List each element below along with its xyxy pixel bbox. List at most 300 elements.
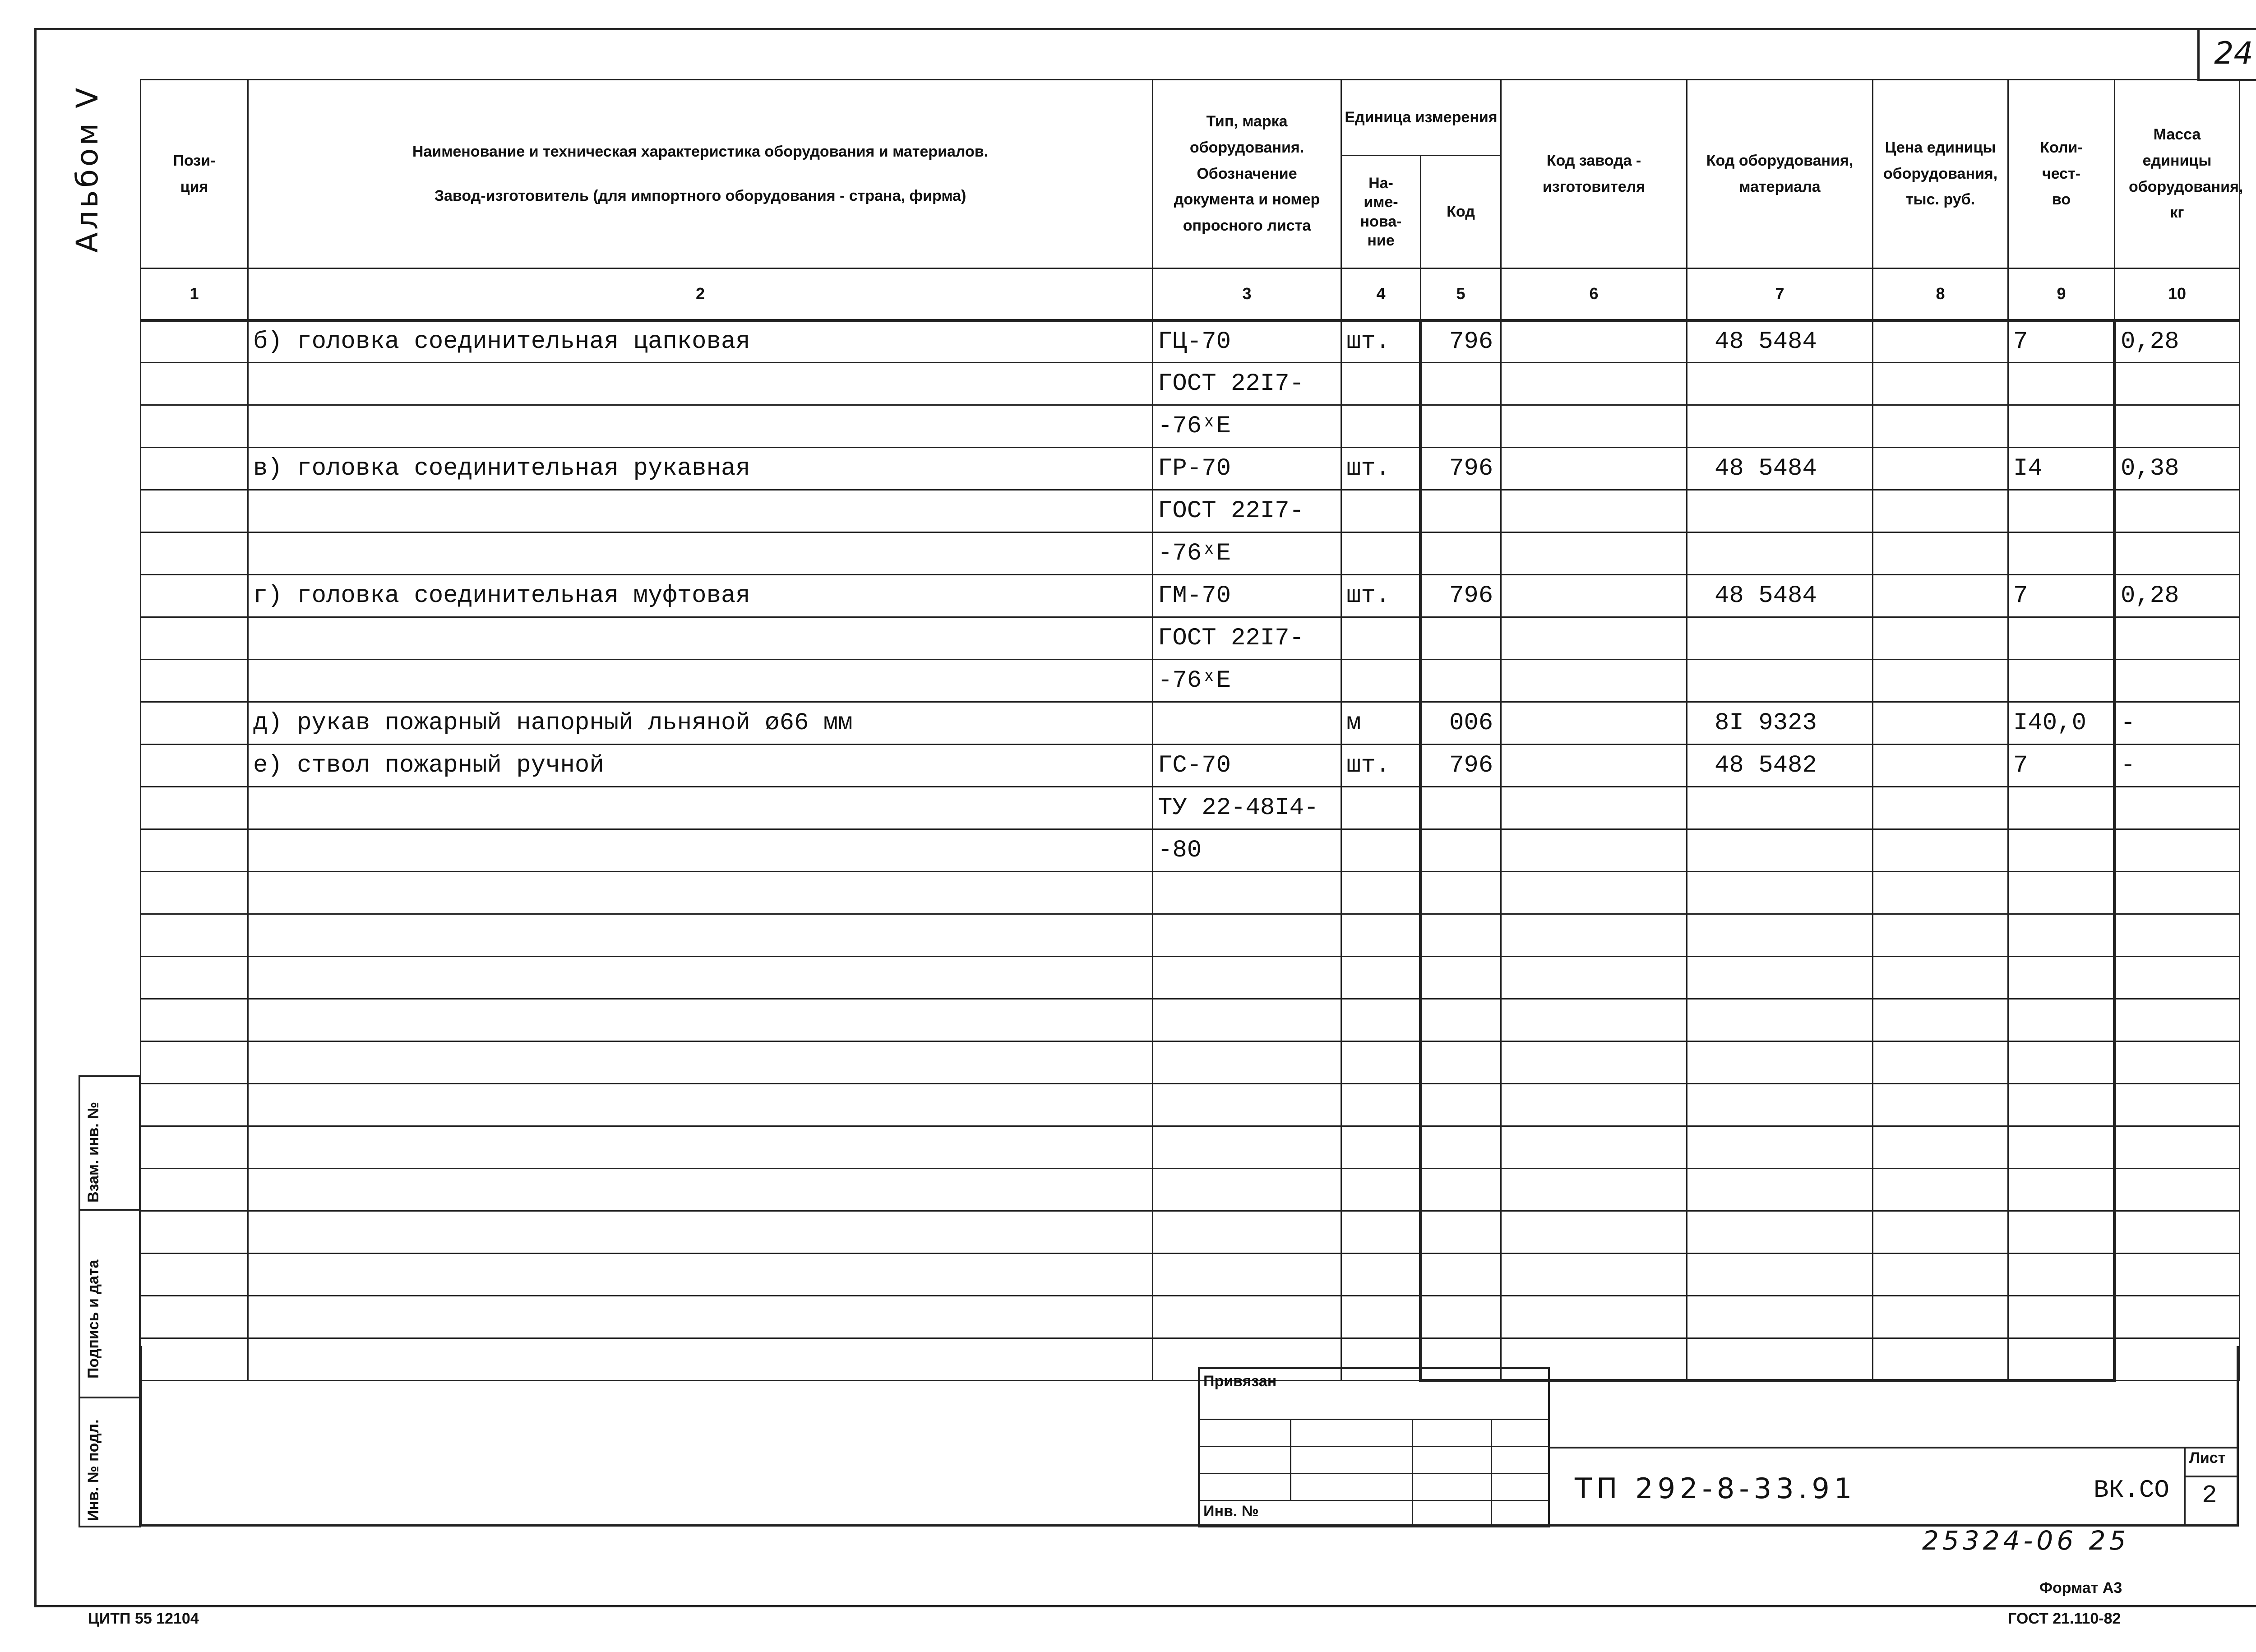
table-cell-col-8 — [1873, 1041, 2008, 1084]
table-row — [141, 405, 2240, 448]
table-cell-col-10 — [2115, 1211, 2240, 1254]
table-cell-col-10 — [2115, 872, 2240, 914]
table-cell-col-5 — [1421, 787, 1501, 829]
table-row — [141, 914, 2240, 957]
table-cell-col-2 — [248, 532, 1153, 575]
table-cell-col-1 — [141, 787, 248, 829]
table-cell-col-2 — [248, 1084, 1153, 1126]
table-cell-col-1 — [141, 490, 248, 532]
table-cell-col-3 — [1153, 1126, 1341, 1169]
table-cell-col-1 — [141, 448, 248, 490]
table-cell-col-9 — [2008, 660, 2115, 702]
col-header-position: Пози- ция — [141, 80, 248, 268]
table-cell-col-1 — [141, 1084, 248, 1126]
table-cell-col-1 — [141, 405, 248, 448]
table-cell-col-7: 48 5484 — [1687, 320, 1873, 363]
table-cell-col-7 — [1687, 999, 1873, 1041]
table-cell-col-9 — [2008, 405, 2115, 448]
table-cell-col-6 — [1501, 405, 1687, 448]
inv-no-label: Инв. № — [1203, 1503, 1259, 1520]
table-cell-col-2: е) ствол пожарный ручной — [248, 745, 1153, 787]
col-number: 10 — [2115, 268, 2240, 320]
table-cell-col-1 — [141, 1041, 248, 1084]
privyazan-stamp: Привязан Инв. № — [1198, 1367, 1550, 1527]
table-cell-col-8 — [1873, 914, 2008, 957]
table-cell-col-6 — [1501, 448, 1687, 490]
side-stamp-vzam: Взам. инв. № — [79, 1075, 141, 1211]
table-row — [141, 617, 2240, 660]
table-cell-col-10 — [2115, 787, 2240, 829]
table-cell-col-4: шт. — [1341, 575, 1421, 617]
table-cell-col-10 — [2115, 660, 2240, 702]
table-cell-col-10 — [2115, 405, 2240, 448]
table-cell-col-8 — [1873, 660, 2008, 702]
table-cell-col-9 — [2008, 1126, 2115, 1169]
table-row — [141, 575, 2240, 617]
table-cell-col-3 — [1153, 1041, 1341, 1084]
table-cell-col-1 — [141, 363, 248, 405]
col-header-unit: Единица измерения — [1341, 80, 1501, 156]
table-cell-col-7 — [1687, 490, 1873, 532]
table-cell-col-6 — [1501, 1041, 1687, 1084]
table-cell-col-9 — [2008, 1211, 2115, 1254]
table-cell-col-7 — [1687, 1169, 1873, 1211]
table-cell-col-9 — [2008, 1041, 2115, 1084]
table-cell-col-10 — [2115, 1169, 2240, 1211]
table-cell-col-4 — [1341, 872, 1421, 914]
col-number: 4 — [1341, 268, 1421, 320]
table-cell-col-9 — [2008, 1296, 2115, 1338]
table-cell-col-9 — [2008, 957, 2115, 999]
table-row — [141, 532, 2240, 575]
table-cell-col-6 — [1501, 787, 1687, 829]
table-cell-col-8 — [1873, 448, 2008, 490]
col-header-mass: Масса единицы оборудования, кг — [2115, 80, 2240, 268]
table-cell-col-5 — [1421, 999, 1501, 1041]
table-cell-col-5 — [1421, 914, 1501, 957]
table-cell-col-2 — [248, 957, 1153, 999]
table-cell-col-2 — [248, 1296, 1153, 1338]
table-cell-col-6 — [1501, 745, 1687, 787]
table-cell-col-1 — [141, 1126, 248, 1169]
table-cell-col-9 — [2008, 490, 2115, 532]
table-cell-col-10 — [2115, 1296, 2240, 1338]
table-cell-col-4: м — [1341, 702, 1421, 745]
table-cell-col-2 — [248, 1254, 1153, 1296]
table-cell-col-2 — [248, 363, 1153, 405]
table-cell-col-3: -76ˣЕ — [1153, 405, 1341, 448]
table-cell-col-5 — [1421, 490, 1501, 532]
table-cell-col-5 — [1421, 660, 1501, 702]
table-cell-col-5 — [1421, 363, 1501, 405]
table-cell-col-1 — [141, 320, 248, 363]
table-cell-col-5: 006 — [1421, 702, 1501, 745]
table-row — [141, 1084, 2240, 1126]
table-cell-col-8 — [1873, 532, 2008, 575]
table-cell-col-9 — [2008, 829, 2115, 872]
col-number: 6 — [1501, 268, 1687, 320]
table-cell-col-9 — [2008, 1084, 2115, 1126]
table-cell-col-8 — [1873, 829, 2008, 872]
table-cell-col-3: -80 — [1153, 829, 1341, 872]
table-cell-col-8 — [1873, 320, 2008, 363]
table-cell-col-10: - — [2115, 745, 2240, 787]
col-header-factory-code: Код завода - изготовителя — [1501, 80, 1687, 268]
table-cell-col-3: ГМ-70 — [1153, 575, 1341, 617]
table-cell-col-7 — [1687, 1296, 1873, 1338]
table-cell-col-8 — [1873, 617, 2008, 660]
table-cell-col-2: г) головка соединительная муфтовая — [248, 575, 1153, 617]
table-cell-col-7 — [1687, 957, 1873, 999]
col-header-quantity: Коли- чест- во — [2008, 80, 2115, 268]
table-cell-col-9 — [2008, 914, 2115, 957]
table-cell-col-4 — [1341, 787, 1421, 829]
table-cell-col-10 — [2115, 1126, 2240, 1169]
table-cell-col-6 — [1501, 532, 1687, 575]
table-cell-col-2 — [248, 872, 1153, 914]
table-cell-col-4 — [1341, 363, 1421, 405]
table-cell-col-2 — [248, 660, 1153, 702]
table-cell-col-10 — [2115, 1254, 2240, 1296]
table-cell-col-1 — [141, 829, 248, 872]
table-cell-col-2 — [248, 999, 1153, 1041]
table-row — [141, 363, 2240, 405]
footer-gost: ГОСТ 21.110-82 — [2008, 1610, 2121, 1627]
title-block — [140, 1346, 2239, 1527]
table-cell-col-9: I40,0 — [2008, 702, 2115, 745]
table-cell-col-6 — [1501, 363, 1687, 405]
table-row — [141, 872, 2240, 914]
col-header-equipment-code: Код оборудования, материала — [1687, 80, 1873, 268]
table-cell-col-3 — [1153, 914, 1341, 957]
table-cell-col-2 — [248, 1041, 1153, 1084]
table-cell-col-4 — [1341, 957, 1421, 999]
table-row — [141, 1211, 2240, 1254]
table-cell-col-8 — [1873, 575, 2008, 617]
table-cell-col-7 — [1687, 1084, 1873, 1126]
table-cell-col-4 — [1341, 1254, 1421, 1296]
table-cell-col-10 — [2115, 532, 2240, 575]
table-cell-col-10 — [2115, 617, 2240, 660]
archive-number: 25324-06 25 — [1922, 1525, 2130, 1556]
table-cell-col-8 — [1873, 702, 2008, 745]
col-header-unit-code: Код — [1421, 156, 1501, 268]
side-stamp-inv: Инв. № подл. — [79, 1397, 141, 1527]
table-cell-col-5: 796 — [1421, 448, 1501, 490]
table-cell-col-3 — [1153, 1169, 1341, 1211]
table-cell-col-9 — [2008, 999, 2115, 1041]
table-cell-col-8 — [1873, 490, 2008, 532]
table-cell-col-2: д) рукав пожарный напорный льняной ø66 мм — [248, 702, 1153, 745]
table-cell-col-3 — [1153, 1211, 1341, 1254]
table-cell-col-3: -76ˣЕ — [1153, 660, 1341, 702]
table-cell-col-7 — [1687, 660, 1873, 702]
table-cell-col-7: 8I 9323 — [1687, 702, 1873, 745]
table-cell-col-1 — [141, 660, 248, 702]
table-cell-col-4 — [1341, 490, 1421, 532]
footer-format: Формат А3 — [2039, 1579, 2122, 1596]
table-cell-col-4 — [1341, 999, 1421, 1041]
table-cell-col-7: 48 5482 — [1687, 745, 1873, 787]
table-cell-col-4 — [1341, 829, 1421, 872]
table-cell-col-9: 7 — [2008, 575, 2115, 617]
table-cell-col-6 — [1501, 1296, 1687, 1338]
sheet-number: 24 — [2197, 28, 2256, 81]
table-cell-col-4 — [1341, 1211, 1421, 1254]
table-cell-col-5 — [1421, 1296, 1501, 1338]
table-cell-col-6 — [1501, 490, 1687, 532]
table-cell-col-5 — [1421, 405, 1501, 448]
table-cell-col-6 — [1501, 957, 1687, 999]
table-row — [141, 490, 2240, 532]
table-cell-col-2 — [248, 1211, 1153, 1254]
table-row — [141, 448, 2240, 490]
table-cell-col-7 — [1687, 363, 1873, 405]
table-cell-col-1 — [141, 532, 248, 575]
table-cell-col-7 — [1687, 1041, 1873, 1084]
table-cell-col-8 — [1873, 1084, 2008, 1126]
table-cell-col-10 — [2115, 914, 2240, 957]
table-cell-col-7 — [1687, 1211, 1873, 1254]
side-stamp-podpis: Подпись и дата — [79, 1209, 141, 1398]
col-number: 9 — [2008, 268, 2115, 320]
table-cell-col-8 — [1873, 957, 2008, 999]
table-row — [141, 660, 2240, 702]
table-cell-col-3: ГС-70 — [1153, 745, 1341, 787]
table-cell-col-3 — [1153, 872, 1341, 914]
table-cell-col-9 — [2008, 617, 2115, 660]
table-cell-col-10 — [2115, 490, 2240, 532]
table-cell-col-8 — [1873, 872, 2008, 914]
table-cell-col-9 — [2008, 872, 2115, 914]
list-number: 2 — [2202, 1481, 2217, 1510]
col-header-name: Наименование и техническая характеристика оборудования и материалов. Завод-изготовитель (для импортного оборудования - страна, фирма) — [248, 80, 1153, 268]
table-cell-col-4: шт. — [1341, 320, 1421, 363]
table-cell-col-6 — [1501, 702, 1687, 745]
table-cell-col-10: - — [2115, 702, 2240, 745]
table-cell-col-5 — [1421, 829, 1501, 872]
col-number: 7 — [1687, 268, 1873, 320]
table-row — [141, 999, 2240, 1041]
table-cell-col-3 — [1153, 999, 1341, 1041]
table-cell-col-2: в) головка соединительная рукавная — [248, 448, 1153, 490]
table-cell-col-9: 7 — [2008, 320, 2115, 363]
table-cell-col-8 — [1873, 1126, 2008, 1169]
table-row — [141, 1169, 2240, 1211]
table-cell-col-2 — [248, 617, 1153, 660]
table-cell-col-1 — [141, 1211, 248, 1254]
table-cell-col-10 — [2115, 1084, 2240, 1126]
table-cell-col-9 — [2008, 1169, 2115, 1211]
album-label: Альбом V — [70, 85, 105, 253]
list-label: Лист — [2189, 1449, 2226, 1467]
table-cell-col-7 — [1687, 1254, 1873, 1296]
table-cell-col-5 — [1421, 872, 1501, 914]
table-cell-col-8 — [1873, 1254, 2008, 1296]
table-cell-col-4 — [1341, 617, 1421, 660]
table-cell-col-2: б) головка соединительная цапковая — [248, 320, 1153, 363]
sheet-code: ВК.СО — [2094, 1476, 2170, 1504]
table-cell-col-8 — [1873, 363, 2008, 405]
table-cell-col-7 — [1687, 405, 1873, 448]
table-cell-col-7 — [1687, 787, 1873, 829]
table-cell-col-10: 0,28 — [2115, 575, 2240, 617]
table-cell-col-5: 796 — [1421, 745, 1501, 787]
table-cell-col-8 — [1873, 787, 2008, 829]
table-cell-col-8 — [1873, 999, 2008, 1041]
table-cell-col-5 — [1421, 1254, 1501, 1296]
table-cell-col-6 — [1501, 914, 1687, 957]
table-cell-col-1 — [141, 957, 248, 999]
table-cell-col-3 — [1153, 702, 1341, 745]
table-cell-col-2 — [248, 1169, 1153, 1211]
col-number: 2 — [248, 268, 1153, 320]
table-cell-col-7 — [1687, 829, 1873, 872]
table-cell-col-9 — [2008, 363, 2115, 405]
document-designation: ТП 292-8-33.91 — [1575, 1472, 1857, 1505]
table-cell-col-1 — [141, 617, 248, 660]
table-cell-col-5 — [1421, 1211, 1501, 1254]
table-cell-col-6 — [1501, 1211, 1687, 1254]
col-number: 5 — [1421, 268, 1501, 320]
table-cell-col-5 — [1421, 1084, 1501, 1126]
table-cell-col-1 — [141, 745, 248, 787]
table-cell-col-6 — [1501, 829, 1687, 872]
table-cell-col-5 — [1421, 1169, 1501, 1211]
table-cell-col-6 — [1501, 1254, 1687, 1296]
table-cell-col-2 — [248, 405, 1153, 448]
table-cell-col-6 — [1501, 1084, 1687, 1126]
table-cell-col-1 — [141, 575, 248, 617]
table-row — [141, 1296, 2240, 1338]
col-header-type: Тип, марка оборудования. Обозначение документа и номер опросного листа — [1153, 80, 1341, 268]
table-row — [141, 702, 2240, 745]
col-number: 3 — [1153, 268, 1341, 320]
table-cell-col-1 — [141, 914, 248, 957]
table-cell-col-4 — [1341, 405, 1421, 448]
table-cell-col-5 — [1421, 617, 1501, 660]
table-cell-col-3: ГОСТ 22I7- — [1153, 617, 1341, 660]
table-row — [141, 957, 2240, 999]
table-cell-col-8 — [1873, 1211, 2008, 1254]
designation-divider — [1550, 1447, 2239, 1448]
table-cell-col-2 — [248, 914, 1153, 957]
table-cell-col-10 — [2115, 957, 2240, 999]
table-cell-col-3: ГЦ-70 — [1153, 320, 1341, 363]
table-cell-col-6 — [1501, 660, 1687, 702]
table-cell-col-4 — [1341, 1126, 1421, 1169]
table-cell-col-10: 0,38 — [2115, 448, 2240, 490]
table-cell-col-8 — [1873, 405, 2008, 448]
table-cell-col-4 — [1341, 1169, 1421, 1211]
table-cell-col-10 — [2115, 363, 2240, 405]
table-cell-col-3: ГОСТ 22I7- — [1153, 363, 1341, 405]
table-cell-col-4 — [1341, 914, 1421, 957]
table-cell-col-6 — [1501, 320, 1687, 363]
table-cell-col-3 — [1153, 957, 1341, 999]
table-row — [141, 1254, 2240, 1296]
specification-table — [140, 79, 2243, 1382]
table-cell-col-5 — [1421, 1041, 1501, 1084]
table-cell-col-7 — [1687, 1126, 1873, 1169]
table-cell-col-6 — [1501, 617, 1687, 660]
table-cell-col-10 — [2115, 1041, 2240, 1084]
table-row — [141, 1041, 2240, 1084]
table-cell-col-5 — [1421, 1126, 1501, 1169]
table-cell-col-10 — [2115, 999, 2240, 1041]
table-cell-col-4 — [1341, 660, 1421, 702]
table-cell-col-3 — [1153, 1296, 1341, 1338]
table-cell-col-1 — [141, 1254, 248, 1296]
table-cell-col-3: ГОСТ 22I7- — [1153, 490, 1341, 532]
col-number: 1 — [141, 268, 248, 320]
table-cell-col-8 — [1873, 745, 2008, 787]
table-cell-col-1 — [141, 1296, 248, 1338]
table-cell-col-8 — [1873, 1296, 2008, 1338]
table-cell-col-8 — [1873, 1169, 2008, 1211]
table-cell-col-7 — [1687, 914, 1873, 957]
table-cell-col-4: шт. — [1341, 745, 1421, 787]
table-cell-col-9 — [2008, 787, 2115, 829]
table-cell-col-2 — [248, 1126, 1153, 1169]
table-cell-col-9: I4 — [2008, 448, 2115, 490]
table-cell-col-6 — [1501, 575, 1687, 617]
table-cell-col-9 — [2008, 532, 2115, 575]
table-cell-col-7: 48 5484 — [1687, 575, 1873, 617]
table-cell-col-2 — [248, 490, 1153, 532]
table-cell-col-3 — [1153, 1084, 1341, 1126]
table-cell-col-2 — [248, 829, 1153, 872]
table-row — [141, 1126, 2240, 1169]
table-cell-col-7 — [1687, 532, 1873, 575]
table-cell-col-4 — [1341, 1296, 1421, 1338]
table-row — [141, 745, 2240, 787]
table-cell-col-5: 796 — [1421, 575, 1501, 617]
table-cell-col-9: 7 — [2008, 745, 2115, 787]
table-cell-col-1 — [141, 872, 248, 914]
table-cell-col-5 — [1421, 957, 1501, 999]
table-row — [141, 320, 2240, 363]
table-cell-col-4 — [1341, 532, 1421, 575]
col-header-unit-name: На- име- нова- ние — [1341, 156, 1421, 268]
table-cell-col-5: 796 — [1421, 320, 1501, 363]
table-row — [141, 829, 2240, 872]
table-cell-col-4 — [1341, 1041, 1421, 1084]
table-body — [141, 320, 2240, 1381]
footer-citp: ЦИТП 55 12104 — [88, 1610, 199, 1627]
table-cell-col-5 — [1421, 532, 1501, 575]
table-cell-col-4: шт. — [1341, 448, 1421, 490]
table-cell-col-7: 48 5484 — [1687, 448, 1873, 490]
table-cell-col-7 — [1687, 617, 1873, 660]
table-cell-col-6 — [1501, 872, 1687, 914]
table-cell-col-6 — [1501, 1169, 1687, 1211]
table-cell-col-3 — [1153, 1254, 1341, 1296]
table-cell-col-7 — [1687, 872, 1873, 914]
table-cell-col-10: 0,28 — [2115, 320, 2240, 363]
table-cell-col-3: ГР-70 — [1153, 448, 1341, 490]
table-cell-col-1 — [141, 702, 248, 745]
table-cell-col-1 — [141, 1169, 248, 1211]
col-header-price: Цена единицы оборудования, тыс. руб. — [1873, 80, 2008, 268]
table-cell-col-4 — [1341, 1084, 1421, 1126]
table-cell-col-10 — [2115, 829, 2240, 872]
table-cell-col-9 — [2008, 1254, 2115, 1296]
col-number: 8 — [1873, 268, 2008, 320]
table-cell-col-6 — [1501, 1126, 1687, 1169]
table-cell-col-3: ТУ 22-48I4- — [1153, 787, 1341, 829]
table-cell-col-6 — [1501, 999, 1687, 1041]
